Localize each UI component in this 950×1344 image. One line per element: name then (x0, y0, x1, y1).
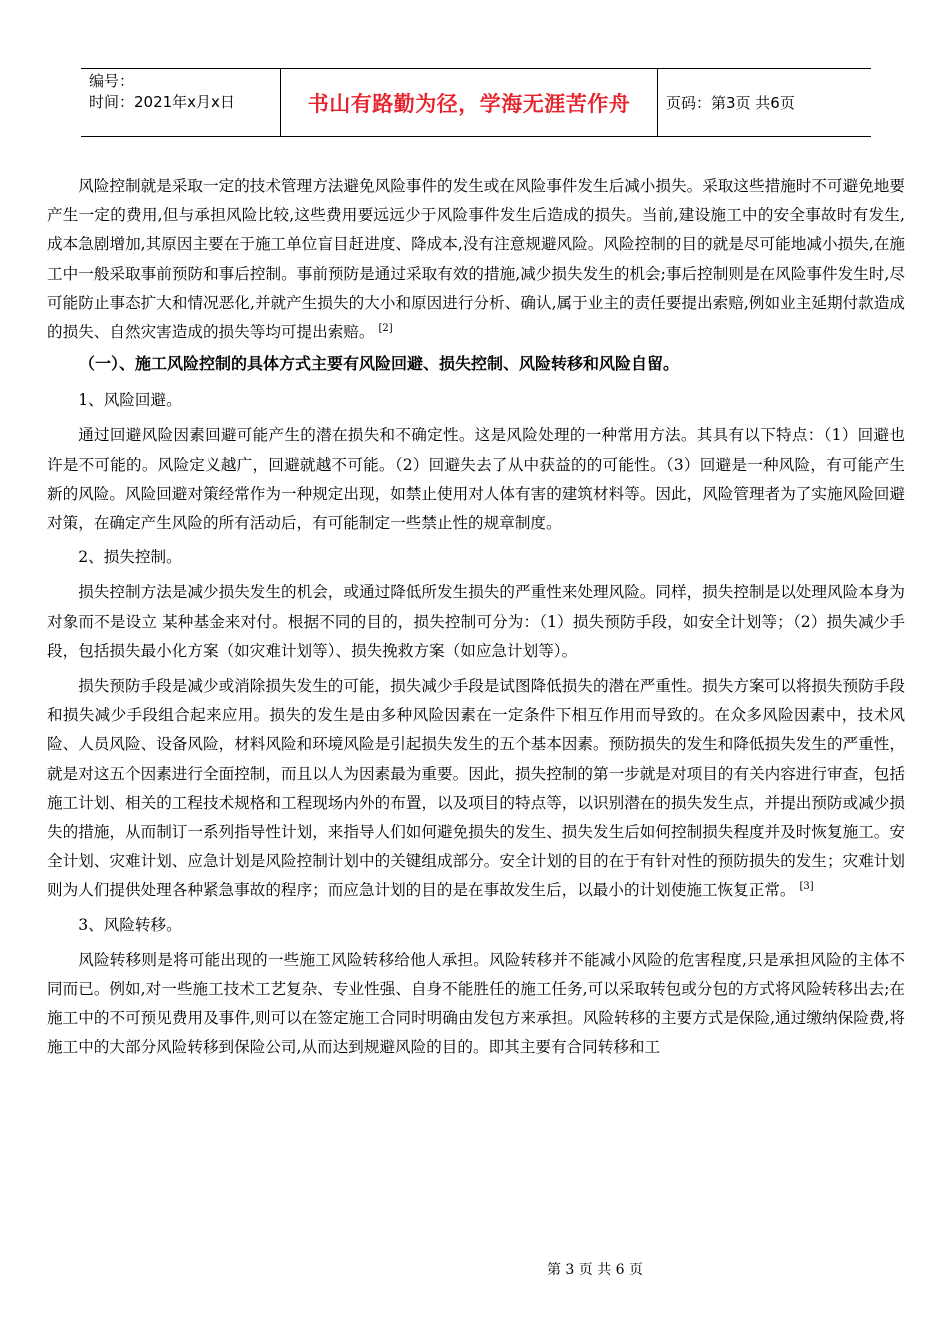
paragraph-risk-control (47, 172, 905, 347)
paragraph-loss-control: 损失控制方法是减少损失发生的机会，或通过降低所发生损失的严重性来处理风险。同样，损失控制是以处理风险本身为对象而不是设立 某种基金来对付。根据不同的目的，损失控制可分为：（1）损失预防手段，如安全计划等；（2）损失减少手段，包括损失最小化方案（如灾难计划等）、损失挽救方案（如应急计划等）。 (47, 583, 905, 660)
citation-2: [2] (378, 323, 393, 335)
citation-3: [3] (799, 881, 814, 893)
header-page-info: 页码：第3页 共6页 (666, 94, 795, 112)
page-header (81, 68, 871, 137)
header-meta (81, 69, 281, 136)
header-motto: 书山有路勤为径，学海无涯苦作舟 (307, 91, 631, 116)
page-footer: 第 3 页 共 6 页 (546, 1262, 644, 1278)
document-body (47, 172, 905, 1063)
document-date: 时间：2021年x月x日 (89, 93, 235, 111)
paragraph-text: 损失预防手段是减少或消除损失发生的可能，损失减少手段是试图降低损失的潜在严重性。损失方案可以将损失预防手段和损失减少手段组合起来应用。损失的发生是由多种风险因素在一定条件下相互作用而导致的。在众多风险因素中，技术风险、人员风险、设备风险，材料风险和环境风险是引起损失发生的五个基本因素。预防损失的发生和降低损失发生的严重性，就是对这五个因素进行全面控制，而且以人为因素最为重要。因此，损失控制的第一步就是对项目的有关内容进行审查，包括施工计划、相关的工程技术规格和工程现场内外的布置，以及项目的特点等，以识别潜在的损失发生点，并提出预防或减少损失的措施，从而制订一系列指导性计划，来指导人们如何避免损失的发生、损失发生后如何控制损失程度并及时恢复施工。安全计划、灾难计划、应急计划是风险控制计划中的关键组成部分。安全计划的目的在于有针对性的预防损失的发生；灾难计划则为人们提供处理各种紧急事故的程序；而应急计划的目的是在事故发生后，以最小的计划使施工恢复正常。 (47, 677, 905, 900)
paragraph-text: 风险控制就是采取一定的技术管理方法避免风险事件的发生或在风险事件发生后减小损失。采取这些措施时不可避免地要产生一定的费用,但与承担风险比较,这些费用要远远少于风险事件发生后造成的损失。当前,建设施工中的安全事故时有发生,成本急剧增加,其原因主要在于施工单位盲目赶进度、降成本,没有注意规避风险。风险控制的目的就是尽可能地减小损失,在施工中一般采取事前预防和事后控制。事前预防是通过采取有效的措施,减少损失发生的机会;事后控制则是在风险事件发生时,尽可能防止事态扩大和情况恶化,并就产生损失的大小和原因进行分析、确认,属于业主的责任要提出索赔,例如业主延期付款造成的损失、自然灾害造成的损失等均可提出索赔。 (47, 177, 905, 342)
paragraph-loss-prevention (47, 672, 905, 906)
header-motto-cell (281, 69, 658, 136)
document-number: 编号： (89, 72, 135, 90)
item-risk-transfer: 3、风险转移。 (78, 915, 182, 934)
paragraph-risk-avoidance: 通过回避风险因素回避可能产生的潜在损失和不确定性。这是风险处理的一种常用方法。其具有以下特点：（1）回避也许是不可能的。风险定义越广，回避就越不可能。（2）回避失去了从中获益的的可能性。（3）回避是一种风险，有可能产生新的风险。风险回避对策经常作为一种规定出现，如禁止使用对人体有害的建筑材料等。因此，风险管理者为了实施风险回避对策，在确定产生风险的所有活动后，有可能制定一些禁止性的规章制度。 (47, 426, 905, 533)
section-heading-1: （一）、施工风险控制的具体方式主要有风险回避、损失控制、风险转移和风险自留。 (79, 354, 680, 374)
paragraph-risk-transfer: 风险转移则是将可能出现的一些施工风险转移给他人承担。风险转移并不能减小风险的危害程度,只是承担风险的主体不同而已。例如,对一些施工技术工艺复杂、专业性强、自身不能胜任的施工任务,可以采取转包或分包的方式将风险转移出去;在施工中的不可预见费用及事件,则可以在签定施工合同时明确由发包方来承担。风险转移的主要方式是保险,通过缴纳保险费,将施工中的大部分风险转移到保险公司,从而达到规避风险的目的。即其主要有合同转移和工 (47, 950, 905, 1057)
item-risk-avoidance: 1、风险回避。 (78, 391, 182, 410)
item-loss-control: 2、损失控制。 (78, 548, 182, 567)
